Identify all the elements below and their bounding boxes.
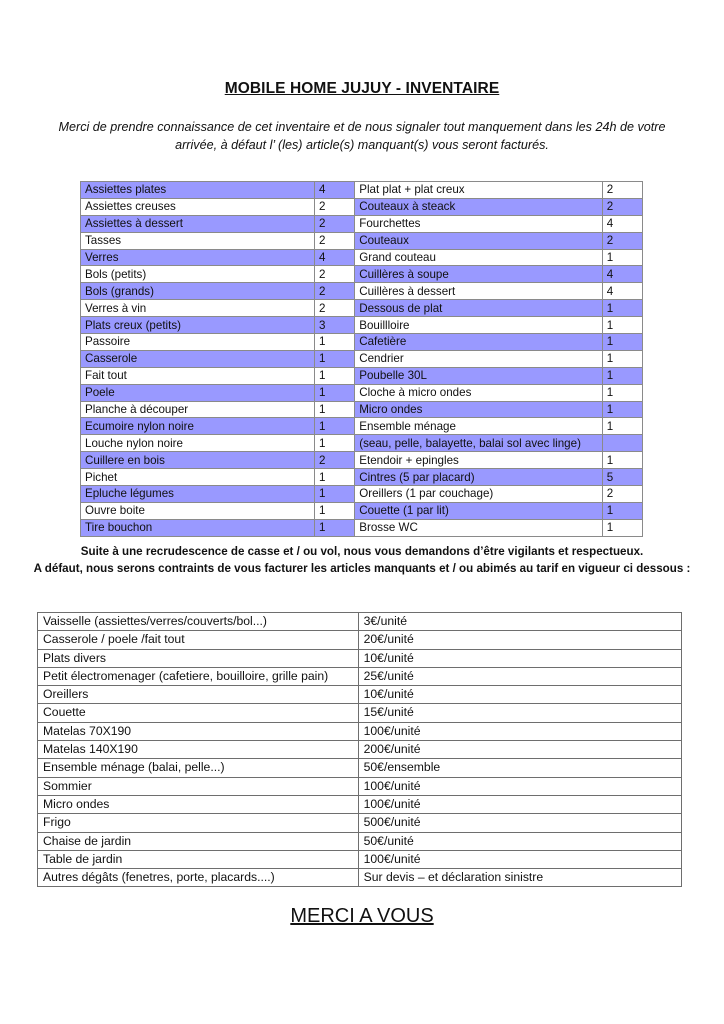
inventory-right-item: Cloche à micro ondes — [355, 384, 602, 401]
inventory-row — [81, 266, 643, 283]
price-row — [38, 649, 682, 667]
price-item: Couette — [38, 704, 359, 722]
price-item: Oreillers — [38, 686, 359, 704]
price-row — [38, 686, 682, 704]
price-row — [38, 832, 682, 850]
intro-text: Merci de prendre connaissance de cet inventaire et de nous signaler tout manquement dans les 24h de votre arrivée, à défaut l’ (les) article(s) manquant(s) vous seront facturés. — [58, 120, 666, 152]
inventory-left-item: Verres à vin — [81, 300, 315, 317]
inventory-right-item: Couteaux à steack — [355, 198, 602, 215]
price-value: 20€/unité — [358, 631, 681, 649]
inventory-left-item: Tasses — [81, 232, 315, 249]
inventory-left-qty: 1 — [314, 401, 354, 418]
inventory-left-item: Bols (petits) — [81, 266, 315, 283]
price-row — [38, 613, 682, 631]
inventory-left-item: Verres — [81, 249, 315, 266]
inventory-right-item: Plat plat + plat creux — [355, 182, 602, 199]
price-value: 15€/unité — [358, 704, 681, 722]
inventory-right-qty: 5 — [602, 469, 642, 486]
inventory-right-qty: 4 — [602, 215, 642, 232]
price-row — [38, 722, 682, 740]
inventory-right-qty: 1 — [602, 317, 642, 334]
inventory-row — [81, 452, 643, 469]
inventory-right-item: Cuillères à soupe — [355, 266, 602, 283]
inventory-row — [81, 435, 643, 452]
price-item: Plats divers — [38, 649, 359, 667]
price-row — [38, 850, 682, 868]
price-row — [38, 667, 682, 685]
inventory-left-qty: 1 — [314, 519, 354, 536]
inventory-row — [81, 418, 643, 435]
inventory-left-qty: 1 — [314, 367, 354, 384]
inventory-left-item: Plats creux (petits) — [81, 317, 315, 334]
inventory-right-item: Couteaux — [355, 232, 602, 249]
inventory-left-item: Assiettes à dessert — [81, 215, 315, 232]
inventory-right-item: Poubelle 30L — [355, 367, 602, 384]
warning-text — [30, 543, 694, 578]
price-row — [38, 795, 682, 813]
inventory-right-qty: 1 — [602, 418, 642, 435]
inventory-right-qty — [602, 435, 642, 452]
price-row — [38, 741, 682, 759]
inventory-right-item: Cendrier — [355, 350, 602, 367]
inventory-row — [81, 334, 643, 351]
inventory-left-item: Assiettes plates — [81, 182, 315, 199]
inventory-right-item: Cuillères à dessert — [355, 283, 602, 300]
inventory-left-qty: 2 — [314, 283, 354, 300]
thanks-footer: MERCI A VOUS — [290, 905, 434, 927]
inventory-left-qty: 2 — [314, 300, 354, 317]
inventory-right-item: Couette (1 par lit) — [355, 502, 602, 519]
inventory-row — [81, 367, 643, 384]
inventory-left-qty: 4 — [314, 182, 354, 199]
inventory-right-qty: 1 — [602, 401, 642, 418]
inventory-left-qty: 4 — [314, 249, 354, 266]
inventory-left-item: Planche à découper — [81, 401, 315, 418]
inventory-left-qty: 1 — [314, 350, 354, 367]
inventory-right-item: Cafetière — [355, 334, 602, 351]
inventory-right-qty: 1 — [602, 452, 642, 469]
price-value: 100€/unité — [358, 777, 681, 795]
price-item: Ensemble ménage (balai, pelle...) — [38, 759, 359, 777]
inventory-left-qty: 2 — [314, 452, 354, 469]
inventory-right-qty: 1 — [602, 384, 642, 401]
inventory-left-item: Fait tout — [81, 367, 315, 384]
inventory-right-qty: 1 — [602, 300, 642, 317]
inventory-right-item: Micro ondes — [355, 401, 602, 418]
price-value: 10€/unité — [358, 686, 681, 704]
inventory-right-qty: 2 — [602, 232, 642, 249]
price-value: 200€/unité — [358, 741, 681, 759]
inventory-right-qty: 2 — [602, 198, 642, 215]
inventory-row — [81, 519, 643, 536]
inventory-row — [81, 249, 643, 266]
inventory-left-qty: 1 — [314, 469, 354, 486]
inventory-row — [81, 350, 643, 367]
inventory-left-qty: 1 — [314, 334, 354, 351]
inventory-right-qty: 4 — [602, 266, 642, 283]
inventory-row — [81, 300, 643, 317]
inventory-right-qty: 1 — [602, 249, 642, 266]
inventory-left-qty: 2 — [314, 198, 354, 215]
inventory-left-qty: 1 — [314, 418, 354, 435]
inventory-right-qty: 2 — [602, 486, 642, 503]
inventory-left-qty: 2 — [314, 215, 354, 232]
price-value: 100€/unité — [358, 722, 681, 740]
warning-line-1: Suite à une recrudescence de casse et / ou vol, nous vous demandons d’être vigilants et respectueux. — [80, 545, 644, 558]
inventory-row — [81, 401, 643, 418]
inventory-left-qty: 1 — [314, 435, 354, 452]
inventory-left-item: Poele — [81, 384, 315, 401]
inventory-left-item: Casserole — [81, 350, 315, 367]
inventory-row — [81, 317, 643, 334]
inventory-table — [80, 181, 643, 537]
inventory-left-item: Passoire — [81, 334, 315, 351]
inventory-row — [81, 283, 643, 300]
price-value: 25€/unité — [358, 667, 681, 685]
price-value: 50€/ensemble — [358, 759, 681, 777]
inventory-row — [81, 232, 643, 249]
inventory-left-item: Cuillere en bois — [81, 452, 315, 469]
inventory-row — [81, 469, 643, 486]
inventory-row — [81, 215, 643, 232]
inventory-left-qty: 2 — [314, 266, 354, 283]
inventory-right-item: Cintres (5 par placard) — [355, 469, 602, 486]
price-row — [38, 704, 682, 722]
inventory-row — [81, 502, 643, 519]
price-value: 500€/unité — [358, 814, 681, 832]
price-value: 3€/unité — [358, 613, 681, 631]
price-row — [38, 814, 682, 832]
price-item: Chaise de jardin — [38, 832, 359, 850]
price-item: Casserole / poele /fait tout — [38, 631, 359, 649]
price-item: Petit électromenager (cafetiere, bouilloire, grille pain) — [38, 667, 359, 685]
inventory-left-qty: 2 — [314, 232, 354, 249]
price-value: Sur devis – et déclaration sinistre — [358, 869, 681, 887]
inventory-right-item: Grand couteau — [355, 249, 602, 266]
inventory-left-item: Epluche légumes — [81, 486, 315, 503]
inventory-left-item: Ecumoire nylon noire — [81, 418, 315, 435]
inventory-left-item: Ouvre boite — [81, 502, 315, 519]
price-item: Autres dégâts (fenetres, porte, placards....) — [38, 869, 359, 887]
inventory-right-qty: 2 — [602, 182, 642, 199]
inventory-row — [81, 182, 643, 199]
inventory-right-qty: 1 — [602, 350, 642, 367]
inventory-left-qty: 1 — [314, 384, 354, 401]
price-row — [38, 631, 682, 649]
price-table — [37, 612, 682, 887]
inventory-right-item: Ensemble ménage — [355, 418, 602, 435]
page-title: MOBILE HOME JUJUY - INVENTAIRE — [224, 80, 500, 97]
inventory-right-item: (seau, pelle, balayette, balai sol avec linge) — [355, 435, 602, 452]
price-item: Matelas 70X190 — [38, 722, 359, 740]
price-row — [38, 777, 682, 795]
price-value: 10€/unité — [358, 649, 681, 667]
price-value: 50€/unité — [358, 832, 681, 850]
inventory-right-qty: 1 — [602, 519, 642, 536]
price-item: Micro ondes — [38, 795, 359, 813]
inventory-row — [81, 486, 643, 503]
price-row — [38, 869, 682, 887]
inventory-left-item: Tire bouchon — [81, 519, 315, 536]
inventory-left-item: Pichet — [81, 469, 315, 486]
inventory-row — [81, 384, 643, 401]
inventory-row — [81, 198, 643, 215]
inventory-right-qty: 1 — [602, 367, 642, 384]
warning-line-2: A défaut, nous serons contraints de vous facturer les articles manquants et / ou abimés au tarif en vigueur ci dessous : — [33, 562, 691, 576]
inventory-right-qty: 1 — [602, 502, 642, 519]
inventory-right-qty: 1 — [602, 334, 642, 351]
inventory-right-item: Fourchettes — [355, 215, 602, 232]
inventory-right-qty: 4 — [602, 283, 642, 300]
price-item: Table de jardin — [38, 850, 359, 868]
inventory-right-item: Oreillers (1 par couchage) — [355, 486, 602, 503]
inventory-left-qty: 1 — [314, 486, 354, 503]
inventory-left-qty: 1 — [314, 502, 354, 519]
price-value: 100€/unité — [358, 850, 681, 868]
inventory-right-item: Dessous de plat — [355, 300, 602, 317]
inventory-right-item: Brosse WC — [355, 519, 602, 536]
price-row — [38, 759, 682, 777]
price-item: Matelas 140X190 — [38, 741, 359, 759]
price-item: Sommier — [38, 777, 359, 795]
price-item: Frigo — [38, 814, 359, 832]
inventory-right-item: Etendoir + epingles — [355, 452, 602, 469]
inventory-left-item: Assiettes creuses — [81, 198, 315, 215]
inventory-left-qty: 3 — [314, 317, 354, 334]
price-item: Vaisselle (assiettes/verres/couverts/bol...) — [38, 613, 359, 631]
price-value: 100€/unité — [358, 795, 681, 813]
inventory-left-item: Bols (grands) — [81, 283, 315, 300]
inventory-right-item: Bouillloire — [355, 317, 602, 334]
inventory-left-item: Louche nylon noire — [81, 435, 315, 452]
